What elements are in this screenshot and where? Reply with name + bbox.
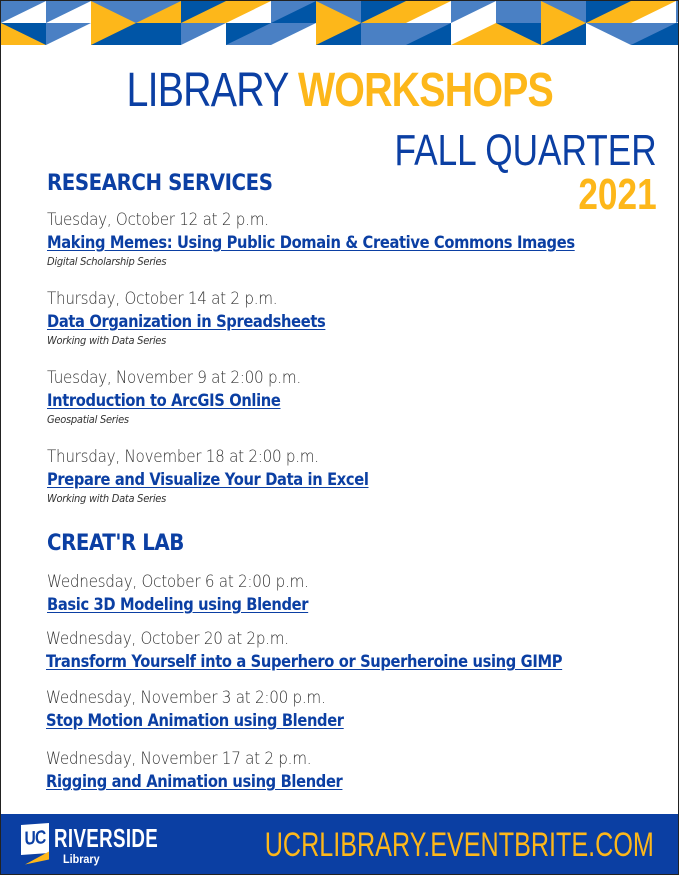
event-title-link[interactable]: Data Organization in Spreadsheets	[47, 312, 326, 331]
title-workshops: WORKSHOPS	[297, 64, 553, 117]
section-heading-creatr-lab: CREAT'R LAB	[47, 531, 184, 556]
event-title-link[interactable]: Stop Motion Animation using Blender	[46, 711, 344, 730]
event-title-link[interactable]: Introduction to ArcGIS Online	[47, 391, 281, 410]
event-date: Tuesday, October 12 at 2 p.m.	[47, 210, 269, 229]
event-item	[47, 446, 408, 506]
eventbrite-url-link[interactable]: UCRLIBRARY.EVENTBRITE.COM	[264, 826, 654, 864]
event-series: Working with Data Series	[47, 492, 167, 505]
event-date: Tuesday, November 9 at 2:00 p.m.	[47, 368, 301, 387]
uc-logo-text: UC	[24, 827, 46, 850]
logo-subtitle: Library	[63, 852, 100, 866]
banner-pattern	[1, 1, 678, 45]
banner-block	[496, 1, 541, 23]
banner-block	[676, 23, 678, 45]
event-title-link[interactable]: Prepare and Visualize Your Data in Excel	[47, 470, 369, 489]
event-item	[47, 288, 360, 348]
term-label: FALL QUARTER	[394, 126, 657, 175]
term-block	[394, 126, 657, 219]
event-item	[47, 367, 323, 427]
event-item	[46, 628, 626, 674]
event-title-link[interactable]: Basic 3D Modeling using Blender	[47, 595, 309, 614]
title-library: LIBRARY	[126, 64, 288, 117]
event-date: Wednesday, November 3 at 2:00 p.m.	[46, 688, 326, 707]
event-title-link[interactable]: Making Memes: Using Public Domain & Creative Commons Images	[47, 233, 575, 252]
event-series: Geospatial Series	[47, 413, 129, 426]
event-item	[47, 209, 640, 269]
section-heading-research-services: RESEARCH SERVICES	[47, 171, 273, 196]
footer-bar	[1, 814, 678, 874]
uc-riverside-library-logo	[21, 822, 181, 868]
page-title	[62, 61, 617, 121]
event-title-link[interactable]: Transform Yourself into a Superhero or Superheroine using GIMP	[46, 652, 563, 671]
logo-name: RIVERSIDE	[54, 823, 159, 853]
event-date: Wednesday, October 6 at 2:00 p.m.	[47, 572, 309, 591]
geometric-banner	[1, 1, 678, 45]
event-item	[46, 687, 381, 733]
event-item	[47, 571, 340, 617]
term-year: 2021	[578, 170, 657, 219]
uc-logo-mark	[21, 823, 49, 855]
event-item	[46, 748, 379, 794]
event-series: Digital Scholarship Series	[47, 255, 167, 268]
banner-block	[136, 23, 181, 45]
banner-block	[361, 23, 406, 45]
event-series: Working with Data Series	[47, 334, 167, 347]
banner-block	[676, 1, 678, 23]
event-date: Wednesday, November 17 at 2 p.m.	[46, 749, 312, 768]
event-date: Wednesday, October 20 at 2p.m.	[46, 629, 289, 648]
event-title-link[interactable]: Rigging and Animation using Blender	[46, 772, 343, 791]
event-date: Thursday, October 14 at 2 p.m.	[47, 289, 278, 308]
event-date: Thursday, November 18 at 2:00 p.m.	[47, 447, 319, 466]
